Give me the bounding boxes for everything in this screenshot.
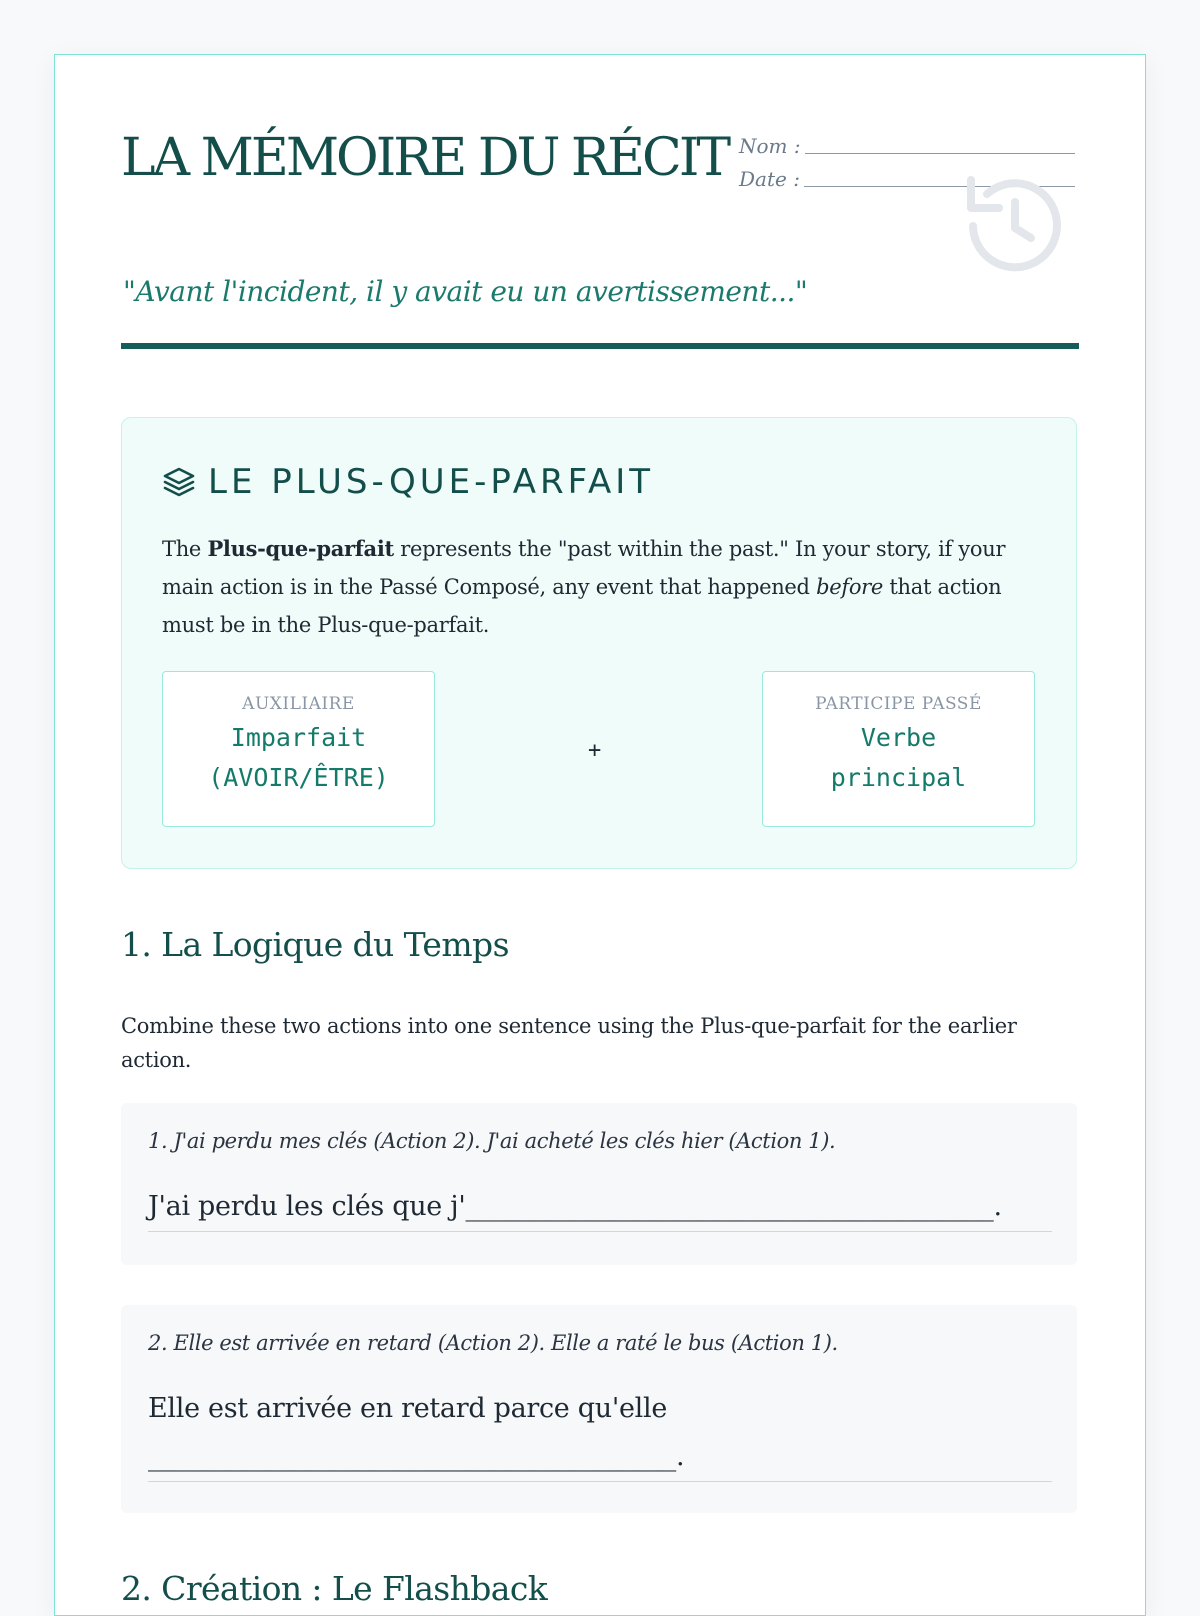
exercise-1	[121, 1103, 1077, 1265]
exercise-2-answer[interactable]: Elle est arrivée en retard parce qu'elle ________________________________________.	[148, 1385, 1052, 1482]
worksheet	[54, 54, 1146, 1616]
exercise-1-prompt: 1. J'ai perdu mes clés (Action 2). J'ai acheté les clés hier (Action 1).	[148, 1129, 836, 1153]
history-icon	[957, 168, 1073, 284]
page-title: LA MÉMOIRE DU RÉCIT	[121, 128, 729, 188]
term-plus-que-parfait: Plus-que-parfait	[207, 536, 394, 561]
date-label: Date :	[739, 167, 800, 191]
section-1-instructions: Combine these two actions into one sentence using the Plus-que-parfait for the earlier action.	[121, 1014, 1017, 1072]
subtitle-quote: "Avant l'incident, il y avait eu un avertissement..."	[123, 275, 808, 308]
name-label: Nom :	[739, 134, 801, 158]
grammar-box-title: LE PLUS-QUE-PARFAIT	[208, 462, 655, 502]
section-2-title: 2. Création : Le Flashback	[121, 1569, 548, 1608]
formula-auxiliary-label: AUXILIAIRE	[242, 694, 355, 714]
grammar-explanation: The Plus-que-parfait represents the "past within the past." In your story, if your main action is in the Passé Composé, any event that happened before that action must be in the Plus-que-parfait.	[162, 536, 1006, 637]
emphasis-before: before	[816, 575, 884, 599]
exercise-1-answer[interactable]: J'ai perdu les clés que j'________________________________________.	[148, 1183, 1052, 1232]
formula-auxiliary	[162, 671, 435, 827]
exercise-2-prompt: 2. Elle est arrivée en retard (Action 2). Elle a raté le bus (Action 1).	[148, 1331, 838, 1355]
formula-auxiliary-value: Imparfait (AVOIR/ÊTRE)	[208, 723, 389, 792]
section-1-title: 1. La Logique du Temps	[121, 925, 509, 964]
header-divider	[121, 343, 1079, 349]
grammar-box	[121, 417, 1077, 869]
formula-participle	[762, 671, 1035, 827]
formula-participle-value: Verbe principal	[830, 723, 967, 792]
formula-plus: +	[588, 738, 602, 763]
exercise-2	[121, 1305, 1077, 1513]
layers-icon	[162, 465, 196, 499]
formula-participle-label: PARTICIPE PASSÉ	[815, 694, 982, 714]
name-field[interactable]	[805, 153, 1075, 154]
name-row	[739, 125, 1075, 158]
grammar-box-header	[162, 462, 654, 502]
